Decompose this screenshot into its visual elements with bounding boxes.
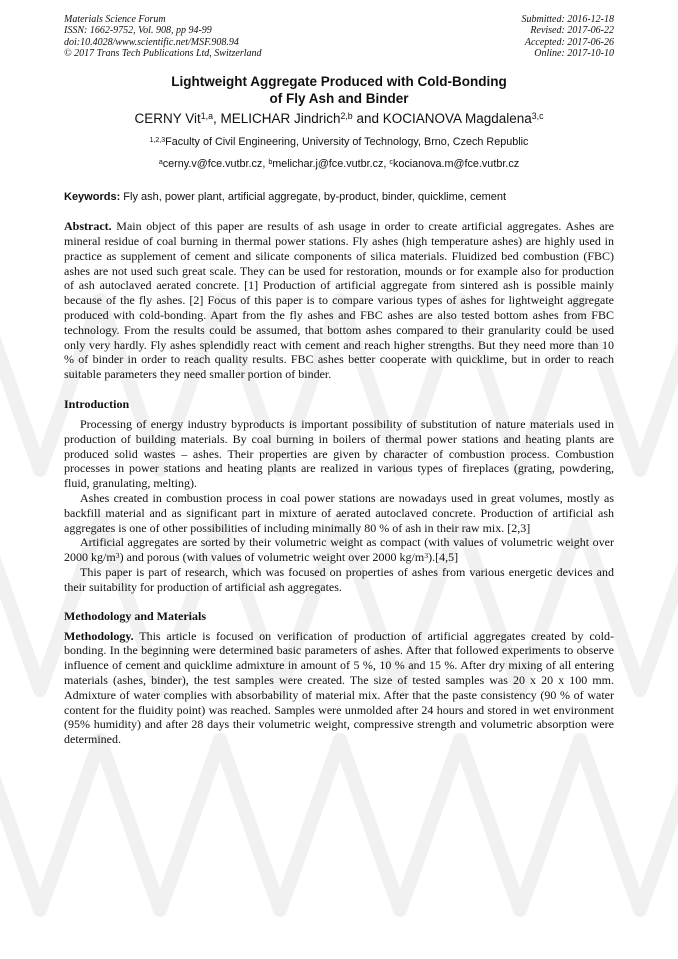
intro-paragraph-1: Processing of energy industry byproducts is important possibility of substitution of nature materials used in production of building materials. By coal burning in boilers of thermal power stations and heating plants are produced solid wastes – ashes. Their properties are given by character of combustion process. Combustion processes in power stations and heating plants are realized in various types of fireplaces (grating, powdering, fluid, granulating, melting). <box>64 416 614 491</box>
affiliation-text: Faculty of Civil Engineering, University of Technology, Brno, Czech Republic <box>165 136 529 149</box>
journal-info <box>64 14 262 59</box>
introduction-body <box>64 417 614 595</box>
email-c: kocianova.m@fce.vutbr.cz <box>392 158 520 171</box>
title-line-2: of Fly Ash and Binder <box>269 91 409 107</box>
affiliation <box>64 135 614 149</box>
keywords-text: Fly ash, power plant, artificial aggregate, by-product, binder, quicklime, cement <box>120 191 507 204</box>
intro-paragraph-2: Ashes created in combustion process in coal power stations are nowadays used in great volumes, mostly as backfill material and as significant part in mixture of aerated autoclaved concrete. Production of artificial ash aggregates is one of other possibilities of including minimally 80 % of ash in their raw mix. [2,3] <box>64 490 614 535</box>
intro-p3-text-c: ).[4,5] <box>428 550 459 565</box>
submitted-date: Submitted: 2016-12-18 <box>521 14 614 25</box>
author-list <box>64 110 614 127</box>
abstract-text: Main object of this paper are results of ash usage in order to create artificial aggregates. Ashes are mineral residue of coal burning in thermal power stations. Fly ashes (high temperature ashes) are highly used in practice as supplement of cement and silicate components of silica materials. Fluidized bed combustion (FBC) ashes are not used such great scale. They can be used for restoration, mounds or for example also for production of ash autoclaved aerated concrete. [1] Production of artificial aggregate from sintered ash is possible mainly because of the fly ashes. [2] Focus of this paper is to compare various types of ashes for lightweight aggregate produced with cold-bonding. Apart from the fly ashes and FBC ashes are also tested bottom ashes from FBC technology. From the results could be assumed, that bottom ashes compared to their granularity could be used only very hardly. Fly ashes splendidly react with cement and reach higher strengths. But they need more than 10 % of binder in order to reach quality results. FBC ashes better cooperate with quicklime, but in order to reach suitable parameters they need smaller portion of binder. <box>64 219 614 382</box>
paper-content <box>64 14 614 747</box>
intro-p3-text-a: Artificial aggregates are sorted by their volumetric weight as compact (with values of volumetric weight over 2000 kg/m <box>64 535 614 565</box>
methodology-body <box>64 629 614 747</box>
doi-line: doi:10.4028/www.scientific.net/MSF.908.94 <box>64 36 239 48</box>
revised-date: Revised: 2017-06-22 <box>530 25 614 37</box>
abstract-label: Abstract. <box>64 219 112 234</box>
email-marker-b: b <box>268 159 273 167</box>
accepted-date: Accepted: 2017-06-26 <box>524 36 614 48</box>
keywords-label: Keywords: <box>64 191 121 204</box>
author-separator: and <box>352 111 383 127</box>
email-marker-c: c <box>389 159 393 167</box>
author-2-affil: 2,b <box>340 111 353 122</box>
introduction-heading: Introduction <box>64 396 130 411</box>
intro-p3-text-b: ) and porous (with values of volumetric weight over 2000 kg/m <box>119 550 425 565</box>
issn-line: ISSN: 1662-9752, Vol. 908, pp 94-99 <box>64 25 212 37</box>
methodology-paragraph <box>64 629 614 747</box>
author-1-affil: 1,a <box>200 111 213 122</box>
author-emails <box>64 157 614 171</box>
abstract <box>64 219 614 382</box>
email-b: melichar.j@fce.vutbr.cz, <box>272 158 390 171</box>
email-a: cerny.v@fce.vutbr.cz, <box>162 158 269 171</box>
copyright-line: © 2017 Trans Tech Publications Ltd, Switzerland <box>64 47 262 59</box>
author-separator: , <box>212 111 221 127</box>
author-3-affil: 3,c <box>531 111 544 122</box>
intro-paragraph-3 <box>64 535 614 565</box>
author-2: MELICHAR Jindrich <box>220 111 341 127</box>
intro-paragraph-4: This paper is part of research, which was focused on properties of ashes from various energetic devices and their suitability for production of artificial ash aggregates. <box>64 564 614 594</box>
title-line-1: Lightweight Aggregate Produced with Cold-Bonding <box>171 74 507 90</box>
affiliation-marker: 1,2,3 <box>149 137 166 145</box>
author-1: CERNY Vit <box>134 111 201 127</box>
publication-dates <box>522 14 615 59</box>
email-marker-a: a <box>158 159 163 167</box>
keywords <box>64 190 614 204</box>
paper-title <box>64 73 614 107</box>
methodology-text: This article is focused on verification of production of artificial aggregates created by cold-bonding. In the beginning were determined basic parameters of ashes. After that followed experiments to observe influence of cement and quicklime admixture in amount of 5 %, 10 % and 15 %. After dry mixing of all entering materials (ashes, binder), the test samples were created. The size of tested samples was 20 x 20 x 100 mm. Admixture of water complies with absorbability of material mix. After that the paste consistency (90 % of water content for the fluidity point) was reached. Samples were unmolded after 24 hours and stored in wet environment (95% humidity) and after 28 days their volumetric weight, compressive strength and volumetric absorption were determined. <box>64 628 614 747</box>
online-date: Online: 2017-10-10 <box>534 47 614 59</box>
publication-header <box>64 14 614 59</box>
methodology-label: Methodology. <box>64 628 134 643</box>
methodology-heading: Methodology and Materials <box>64 608 206 623</box>
cubic-exponent: 3 <box>424 550 429 560</box>
cubic-exponent: 3 <box>115 550 120 560</box>
author-3: KOCIANOVA Magdalena <box>382 111 532 127</box>
journal-name: Materials Science Forum <box>64 14 166 25</box>
